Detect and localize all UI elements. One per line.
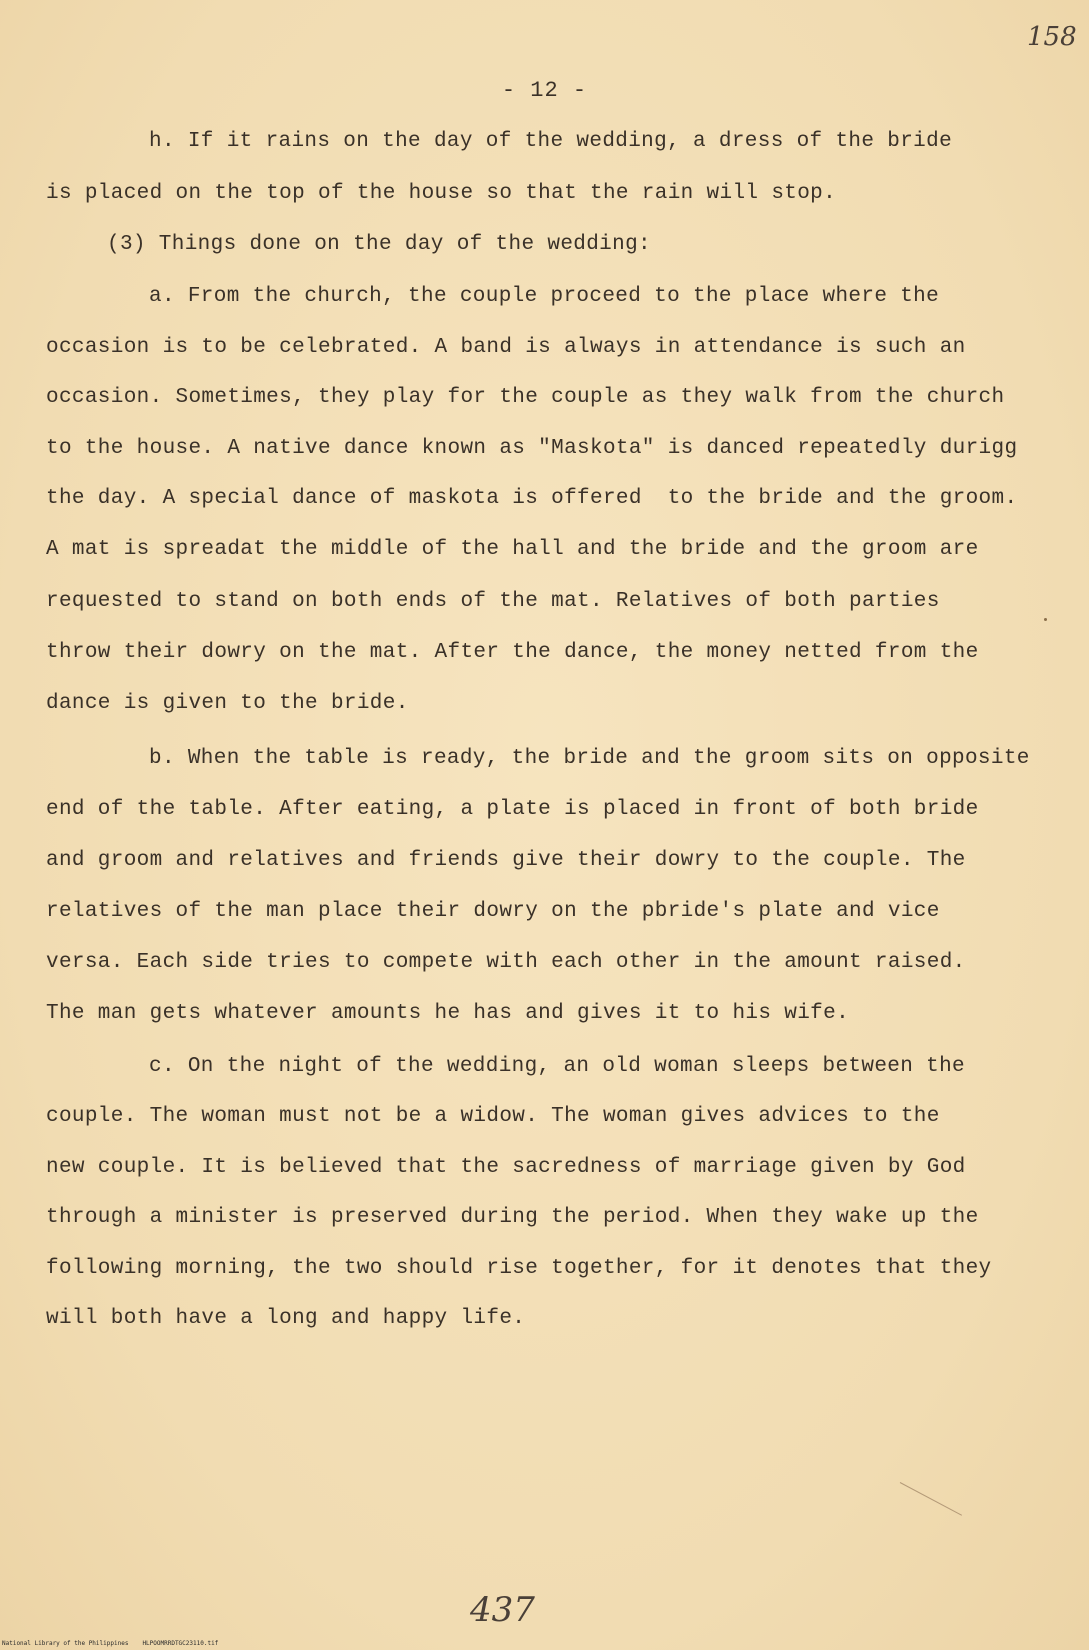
paragraph-a-line: to the house. A native dance known as "Maskota" is danced repeatedly durigg [46,437,1018,460]
paper-scratch [900,1482,962,1516]
paragraph-a-line: occasion. Sometimes, they play for the couple as they walk from the church [46,386,1005,409]
paragraph-b-line: and groom and relatives and friends give their dowry to the couple. The [46,849,966,872]
paragraph-a-line: a. From the church, the couple proceed to the place where the [149,285,940,308]
paragraph-a-line: the day. A special dance of maskota is offered to the bride and the groom. [46,487,1018,510]
section-heading: (3) Things done on the day of the wedding: [107,233,651,256]
footer-filename: HLPOOMRRDTGC23110.tif [142,1640,219,1647]
paragraph-b-line: relatives of the man place their dowry on the pbride's plate and vice [46,900,940,923]
paragraph-c-line: will both have a long and happy life. [46,1307,526,1330]
paragraph-c-line: through a minister is preserved during the period. When they wake up the [46,1206,979,1229]
page-number: - 12 - [501,78,588,103]
paragraph-b-line: b. When the table is ready, the bride and the groom sits on opposite [149,747,1030,770]
paper-speck [1044,618,1047,621]
handwritten-folio-number: 158 [1027,22,1077,52]
paragraph-a-line: requested to stand on both ends of the mat. Relatives of both parties [46,590,940,613]
paragraph-a-line: occasion is to be celebrated. A band is always in attendance is such an [46,336,966,359]
paragraph-c-line: following morning, the two should rise together, for it denotes that they [46,1257,992,1280]
paragraph-a-line: dance is given to the bride. [46,692,409,715]
paragraph-b-line: The man gets whatever amounts he has and gives it to his wife. [46,1002,850,1025]
paragraph-c-line: c. On the night of the wedding, an old woman sleeps between the [149,1055,965,1078]
paragraph-c-line: couple. The woman must not be a widow. The woman gives advices to the [46,1105,940,1128]
handwritten-page-stamp: 437 [470,1590,535,1630]
paragraph-a-line: throw their dowry on the mat. After the dance, the money netted from the [46,641,979,664]
archive-footer [2,1640,232,1647]
footer-library: National Library of the Philippines [2,1640,129,1647]
paragraph-a-line: A mat is spreadat the middle of the hall and the bride and the groom are [46,538,979,561]
paragraph-b-line: versa. Each side tries to compete with each other in the amount raised. [46,951,966,974]
paragraph-h-line: is placed on the top of the house so that the rain will stop. [46,182,837,205]
paragraph-h-line: h. If it rains on the day of the wedding, a dress of the bride [149,130,953,153]
paragraph-c-line: new couple. It is believed that the sacredness of marriage given by God [46,1156,966,1179]
paragraph-b-line: end of the table. After eating, a plate is placed in front of both bride [46,798,979,821]
